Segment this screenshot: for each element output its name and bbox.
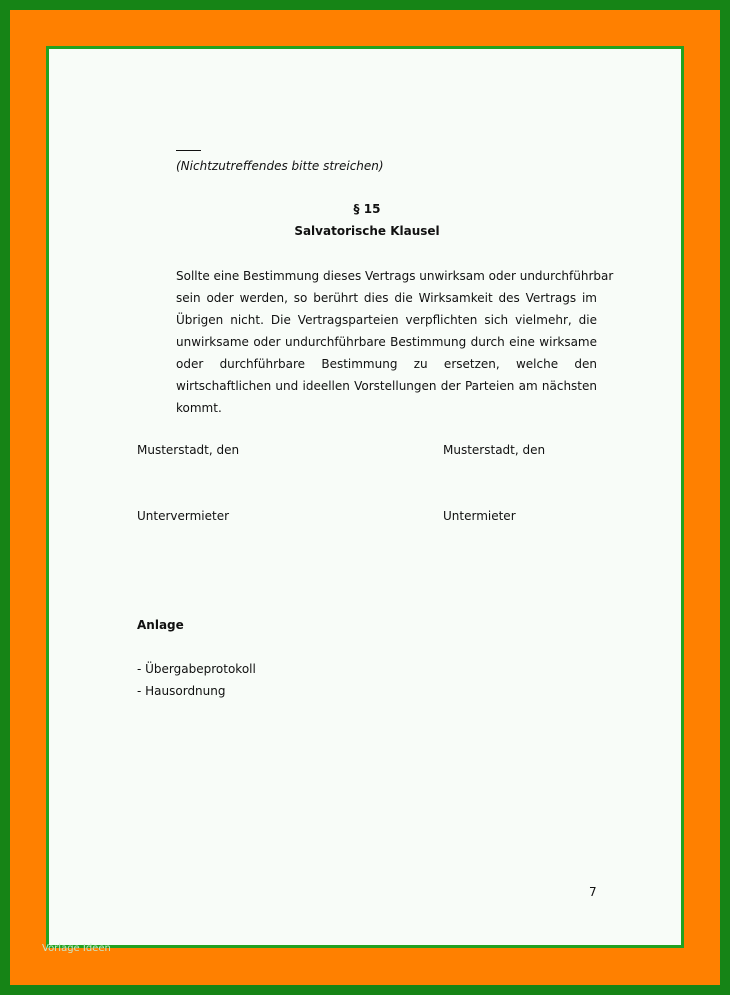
clause-paragraph [176, 265, 614, 419]
clause-line: unwirksame oder undurchführbare Bestimmung durch eine wirksame [176, 335, 597, 349]
signature-label-tenant: Untermieter [443, 509, 516, 523]
attachment-item: - Hausordnung [137, 684, 226, 698]
blank-line-rule [176, 150, 201, 151]
clause-line: kommt. [176, 401, 222, 415]
clause-line: sein oder werden, so berührt dies die Wirksamkeit des Vertrags im [176, 291, 597, 305]
clause-line: wirtschaftlichen und ideellen Vorstellungen der Parteien am nächsten [176, 379, 597, 393]
place-date-right: Musterstadt, den [443, 443, 546, 457]
clause-line: Sollte eine Bestimmung dieses Vertrags unwirksam oder undurchführbar [176, 269, 614, 283]
strike-note: (Nichtzutreffendes bitte streichen) [176, 159, 384, 173]
attachment-heading: Anlage [137, 618, 184, 632]
clause-line: Übrigen nicht. Die Vertragsparteien verpflichten sich vielmehr, die [176, 313, 597, 327]
signature-label-landlord: Untervermieter [137, 509, 230, 523]
watermark: Vorlage Ideen [42, 943, 111, 954]
section-title: Salvatorische Klausel [294, 224, 440, 238]
clause-line: oder durchführbare Bestimmung zu ersetzen, welche den [176, 357, 597, 371]
attachment-item: - Übergabeprotokoll [137, 662, 256, 676]
page-number: 7 [589, 885, 597, 899]
section-number: § 15 [353, 202, 381, 216]
document-page [46, 46, 684, 948]
place-date-left: Musterstadt, den [137, 443, 240, 457]
